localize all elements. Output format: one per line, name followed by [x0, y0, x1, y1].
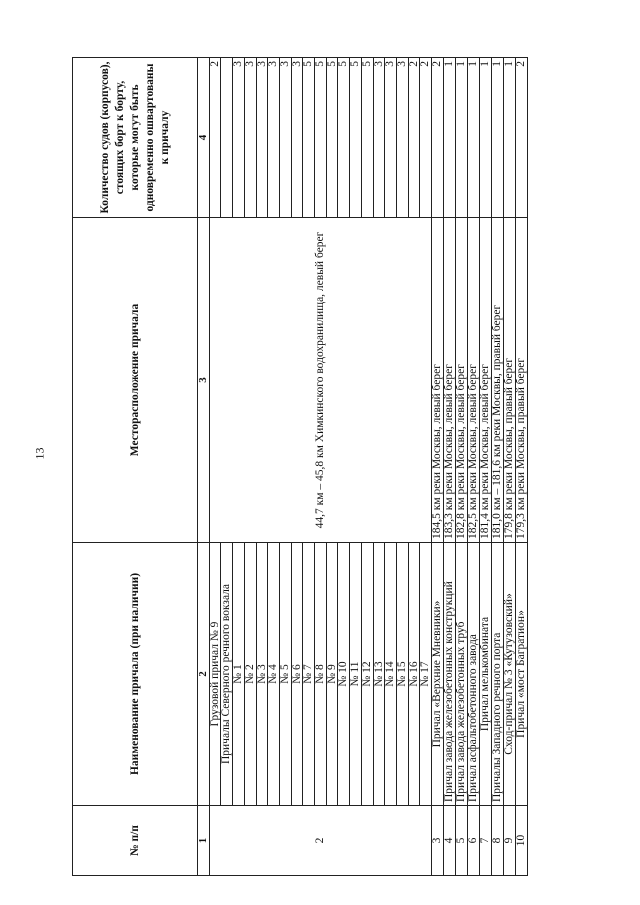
row-name: Причал «мост Багратион»	[516, 543, 528, 806]
index-row	[198, 58, 210, 876]
table-row	[456, 58, 468, 876]
row-num: 9	[504, 806, 516, 876]
row-num: 8	[492, 806, 504, 876]
page-number: 13	[32, 447, 47, 460]
header-location: Месторасположение причала	[73, 218, 198, 543]
row-name: Причалы Западного речного порта	[492, 543, 504, 806]
berth-name: № 12	[361, 543, 373, 806]
berths-table	[72, 57, 528, 876]
berth-count: 5	[315, 58, 327, 218]
row-location: 182,5 км реки Москвы, левый берег	[468, 218, 480, 543]
berth-name: № 17	[420, 543, 432, 806]
index-cell: 4	[198, 58, 210, 218]
row-count: 2	[516, 58, 528, 218]
index-cell: 3	[198, 218, 210, 543]
berth-count: 3	[385, 58, 397, 218]
berth-name: № 3	[256, 543, 268, 806]
berth-count: 5	[350, 58, 362, 218]
row-name: Причал асфальтобетонного завода	[468, 543, 480, 806]
row-location: 179,3 км реки Москвы, правый берег	[516, 218, 528, 543]
row-count	[221, 58, 233, 218]
berth-count: 3	[373, 58, 385, 218]
berth-name: № 7	[303, 543, 315, 806]
berth-name: № 11	[350, 543, 362, 806]
row-count: 1	[504, 58, 516, 218]
berth-count: 5	[303, 58, 315, 218]
index-cell: 1	[198, 806, 210, 876]
row-location: 181,0 км – 181,6 км реки Москвы, правый берег	[492, 218, 504, 543]
berth-name: № 2	[244, 543, 256, 806]
berth-name: № 4	[268, 543, 280, 806]
row-name: Сход-причал № 3 «Кутузовский»	[504, 543, 516, 806]
berth-name: № 13	[373, 543, 385, 806]
group-location: 44,7 км – 45,8 км Химкинского водохранилища, левый берег	[209, 218, 431, 543]
row-num: 3	[432, 806, 444, 876]
table-row	[209, 58, 221, 876]
row-num: 10	[516, 806, 528, 876]
berth-name: № 6	[291, 543, 303, 806]
berth-count: 3	[256, 58, 268, 218]
row-num: 6	[468, 806, 480, 876]
row-num: 5	[456, 806, 468, 876]
row-name: Причал завода железобетонных труб	[456, 543, 468, 806]
berth-name: № 14	[385, 543, 397, 806]
row-name: Причал завода железобетонных конструкций	[444, 543, 456, 806]
berth-count: 5	[361, 58, 373, 218]
header-name: Наименование причала (при наличии)	[73, 543, 198, 806]
berth-count: 3	[244, 58, 256, 218]
berth-count: 3	[279, 58, 291, 218]
berth-name: № 10	[338, 543, 350, 806]
header-row	[73, 58, 198, 876]
header-count: Количество судов (корпусов), стоящих борт к борту, которые могут быть одновременно ошвартованы к причалу	[73, 58, 198, 218]
table-row	[516, 58, 528, 876]
group-title: Причалы Северного речного вокзала	[221, 543, 233, 806]
berth-name: № 16	[408, 543, 420, 806]
row-count: 1	[456, 58, 468, 218]
rotated-table-container	[72, 58, 606, 876]
berth-count: 2	[420, 58, 432, 218]
row-count: 1	[480, 58, 492, 218]
table-row	[480, 58, 492, 876]
table-row	[468, 58, 480, 876]
berth-name: № 1	[233, 543, 245, 806]
row-name: Причал «Верхние Мневники»	[432, 543, 444, 806]
berth-count: 3	[233, 58, 245, 218]
berth-count: 5	[326, 58, 338, 218]
row-num: 7	[480, 806, 492, 876]
row-location: 184,5 км реки Москвы, левый берег	[432, 218, 444, 543]
berth-name: № 9	[326, 543, 338, 806]
berth-count: 3	[268, 58, 280, 218]
row-count: 2	[209, 58, 221, 218]
row-location: 181,4 км реки Москвы, левый берег	[480, 218, 492, 543]
berth-count: 3	[291, 58, 303, 218]
table-row	[504, 58, 516, 876]
row-count: 1	[444, 58, 456, 218]
berth-name: № 15	[396, 543, 408, 806]
header-num: № п/п	[73, 806, 198, 876]
row-location: 182,8 км реки Москвы, левый берег	[456, 218, 468, 543]
table-row	[444, 58, 456, 876]
berth-count: 5	[338, 58, 350, 218]
berth-name: № 5	[279, 543, 291, 806]
row-name: Причал мелькомбината	[480, 543, 492, 806]
row-name: Грузовой причал № 9	[209, 543, 221, 806]
index-cell: 2	[198, 543, 210, 806]
row-location: 183,3 км реки Москвы, левый берег	[444, 218, 456, 543]
berth-name: № 8	[315, 543, 327, 806]
row-count: 1	[492, 58, 504, 218]
berth-count: 2	[408, 58, 420, 218]
row-count: 1	[468, 58, 480, 218]
table-row	[492, 58, 504, 876]
row-location: 179,8 км реки Москвы, правый берег	[504, 218, 516, 543]
table-row	[432, 58, 444, 876]
group-num: 2	[209, 806, 431, 876]
row-num: 4	[444, 806, 456, 876]
row-count: 2	[432, 58, 444, 218]
berth-count: 3	[396, 58, 408, 218]
